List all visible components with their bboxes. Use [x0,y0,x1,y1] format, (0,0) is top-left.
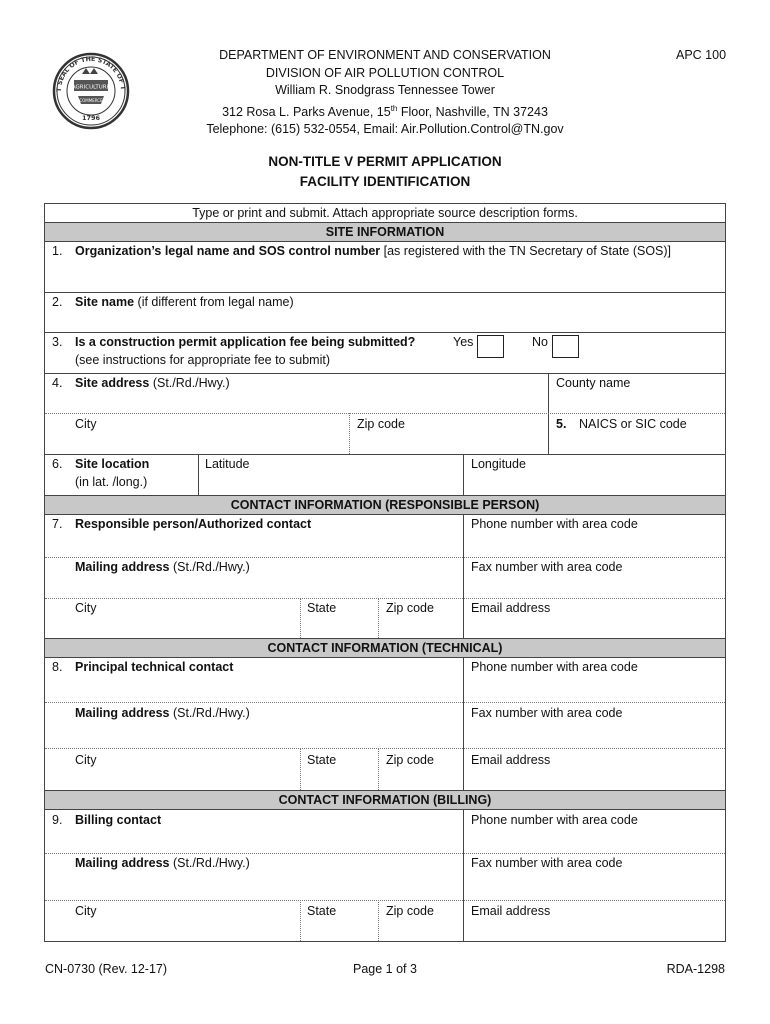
billing-phone-field[interactable] [464,830,725,853]
fee-no-checkbox[interactable] [552,335,579,358]
billing-zip-label: Zip code [386,904,434,918]
q7-number: 7. [52,517,63,531]
naics-label: NAICS or SIC code [579,417,687,431]
responsible-phone-field[interactable] [464,534,725,557]
q5-number: 5. [556,417,567,431]
responsible-state-label: State [307,601,337,615]
q3-number: 3. [52,335,63,349]
responsible-fax-field[interactable] [464,577,725,598]
county-name-label: County name [556,376,631,390]
longitude-label: Longitude [471,457,526,471]
latitude-field[interactable] [199,474,463,495]
contact-line: Telephone: (615) 532-0554, Email: Air.Pollution.Control@TN.gov [206,122,564,137]
svg-text:AGRICULTURE: AGRICULTURE [71,84,111,91]
q3-sublabel: (see instructions for appropriate fee to submit) [75,353,330,367]
billing-state-field[interactable] [301,920,378,941]
technical-city-field[interactable] [45,768,300,790]
billing-city-label: City [75,904,97,918]
naics-field[interactable] [549,432,725,454]
technical-zip-label: Zip code [386,753,434,767]
responsible-mailing-label: Mailing address (St./Rd./Hwy.) [75,560,250,574]
billing-phone-label: Phone number with area code [471,813,638,827]
billing-fax-label: Fax number with area code [471,856,623,870]
responsible-email-label: Email address [471,601,551,615]
site-name-field[interactable] [45,312,725,332]
responsible-city-field[interactable] [45,616,300,638]
section-contact-technical: CONTACT INFORMATION (TECHNICAL) [45,638,725,658]
q6-label: Site location [75,457,150,471]
form-title: NON-TITLE V PERMIT APPLICATION [268,154,502,169]
responsible-state-field[interactable] [301,616,378,638]
department-name: DEPARTMENT OF ENVIRONMENT AND CONSERVATION [219,48,551,62]
svg-text:THE GREAT SEAL OF THE STATE OF: T SEAL OF THE STATE OF T [55,55,127,93]
q8-label: Principal technical contact [75,660,234,674]
billing-state-label: State [307,904,337,918]
billing-email-label: Email address [471,904,551,918]
technical-fax-label: Fax number with area code [471,706,623,720]
fee-no-label: No [532,335,548,349]
agency-header [160,47,610,139]
billing-fax-field[interactable] [464,873,725,900]
billing-city-field[interactable] [45,920,300,941]
q4-label: Site address (St./Rd./Hwy.) [75,376,230,390]
fee-yes-label: Yes [453,335,474,349]
technical-fax-field[interactable] [464,723,725,748]
technical-mailing-field[interactable] [45,723,463,748]
responsible-city-label: City [75,601,97,615]
site-zip-label: Zip code [357,417,405,431]
technical-phone-label: Phone number with area code [471,660,638,674]
technical-city-label: City [75,753,97,767]
q1-number: 1. [52,244,63,258]
instructions: Type or print and submit. Attach appropriate source description forms. [192,206,578,220]
q6-sublabel: (in lat. /long.) [75,475,148,489]
rda-code: RDA-1298 [666,962,725,976]
technical-state-label: State [307,753,337,767]
form-code: APC 100 [676,48,727,62]
billing-mailing-field[interactable] [45,873,463,900]
section-contact-responsible: CONTACT INFORMATION (RESPONSIBLE PERSON) [45,495,725,515]
responsible-email-field[interactable] [464,616,725,638]
q3-label: Is a construction permit application fee being submitted? [75,335,416,349]
technical-phone-field[interactable] [464,677,725,702]
division-name: DIVISION OF AIR POLLUTION CONTROL [265,65,505,80]
latitude-label: Latitude [205,457,250,471]
q1-label: Organization’s legal name and SOS control number [as registered with the TN Secretary of State (SOS)] [75,244,672,258]
form-revision: CN-0730 (Rev. 12-17) [45,962,168,976]
page-number: Page 1 of 3 [353,962,417,976]
billing-contact-field[interactable] [45,830,463,853]
site-city-field[interactable] [45,432,349,454]
responsible-zip-label: Zip code [386,601,434,615]
responsible-mailing-field[interactable] [45,577,463,598]
q9-label: Billing contact [75,813,162,827]
section-contact-billing: CONTACT INFORMATION (BILLING) [45,790,725,810]
q6-number: 6. [52,457,63,471]
building-name: William R. Snodgrass Tennessee Tower [275,83,495,97]
site-zip-field[interactable] [350,432,548,454]
technical-email-field[interactable] [464,768,725,790]
billing-mailing-label: Mailing address (St./Rd./Hwy.) [75,856,250,870]
longitude-field[interactable] [464,474,725,495]
billing-zip-field[interactable] [379,920,463,941]
tennessee-state-seal [52,52,130,130]
street-address: 312 Rosa L. Parks Avenue, 15th Floor, Nashville, TN 37243 [222,103,548,119]
responsible-person-field[interactable] [45,534,463,557]
fee-yes-checkbox[interactable] [477,335,504,358]
q4-number: 4. [52,376,63,390]
q7-label: Responsible person/Authorized contact [75,517,312,531]
svg-text:1796: 1796 [81,114,101,122]
q2-label: Site name (if different from legal name) [75,295,294,309]
section-site-information: SITE INFORMATION [45,222,725,242]
technical-zip-field[interactable] [379,768,463,790]
site-city-label: City [75,417,97,431]
svg-text:COMMERCE: COMMERCE [79,98,103,103]
technical-email-label: Email address [471,753,551,767]
technical-contact-field[interactable] [45,677,463,702]
legal-name-field[interactable] [45,262,725,292]
form-subtitle: FACILITY IDENTIFICATION [299,174,471,189]
technical-mailing-label: Mailing address (St./Rd./Hwy.) [75,706,250,720]
technical-state-field[interactable] [301,768,378,790]
responsible-fax-label: Fax number with area code [471,560,623,574]
q8-number: 8. [52,660,63,674]
responsible-zip-field[interactable] [379,616,463,638]
responsible-phone-label: Phone number with area code [471,517,638,531]
site-address-field[interactable] [45,393,549,413]
q9-number: 9. [52,813,63,827]
billing-email-field[interactable] [464,920,725,941]
county-name-field[interactable] [549,393,725,413]
q2-number: 2. [52,295,63,309]
